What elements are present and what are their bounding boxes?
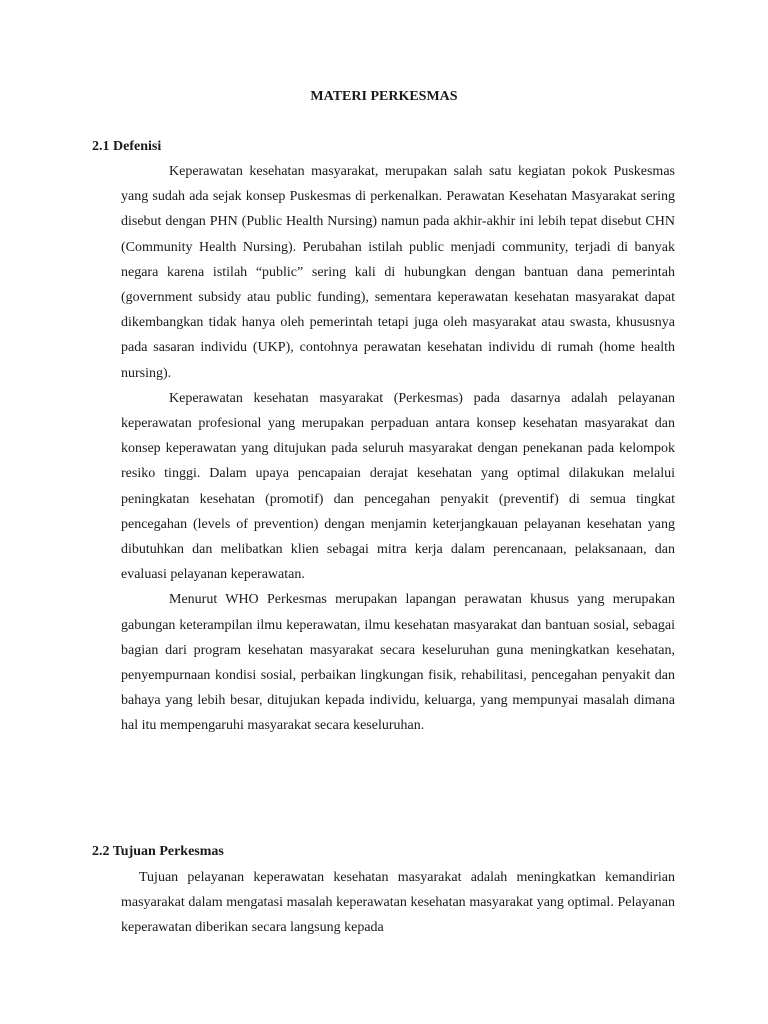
section-heading-defenisi: 2.1 Defenisi	[92, 139, 162, 154]
paragraph: Keperawatan kesehatan masyarakat (Perkesmas) pada dasarnya adalah pelayanan keperawatan profesional yang merupakan perpaduan antara konsep kesehatan masyarakat dan konsep keperawatan yang ditujukan pada seluruh masyarakat dengan penekanan pada kelompok resiko tinggi. Dalam upaya pencapaian derajat kesehatan yang optimal dilakukan melalui peningkatan kesehatan (promotif) dan pencegahan penyakit (preventif) di semua tingkat pencegahan (levels of prevention) dengan menjamin keterjangkauan pelayanan kesehatan yang dibutuhkan dan melibatkan klien sebagai mitra kerja dalam perencanaan, pelaksanaan, dan evaluasi pelayanan keperawatan.	[121, 390, 675, 583]
section-body-defenisi	[121, 159, 675, 739]
paragraph: Tujuan pelayanan keperawatan kesehatan masyarakat adalah meningkatkan kemandirian masyarakat dalam mengatasi masalah keperawatan kesehatan masyarakat yang optimal. Pelayanan keperawatan diberikan secara langsung kepada	[121, 870, 675, 936]
document-title: MATERI PERKESMAS	[310, 89, 458, 104]
paragraph: Keperawatan kesehatan masyarakat, merupakan salah satu kegiatan pokok Puskesmas yang sudah ada sejak konsep Puskesmas di perkenalkan. Perawatan Kesehatan Masyarakat sering disebut dengan PHN (Public Health Nursing) namun pada akhir-akhir ini lebih tepat disebut CHN (Community Health Nursing). Perubahan istilah public menjadi community, terjadi di banyak negara karena istilah “public” sering kali di hubungkan dengan bantuan dana pemerintah (government subsidy atau public funding), sementara keperawatan kesehatan masyarakat dapat dikembangkan tidak hanya oleh pemerintah tetapi juga oleh masyarakat atau swasta, khususnya pada sasaran individu (UKP), contohnya perawatan kesehatan individu di rumah (home health nursing).	[121, 164, 675, 381]
paragraph: Menurut WHO Perkesmas merupakan lapangan perawatan khusus yang merupakan gabungan keterampilan ilmu keperawatan, ilmu kesehatan masyarakat dan bantuan sosial, sebagai bagian dari program kesehatan masyarakat secara keseluruhan guna meningkatkan kesehatan, penyempurnaan kondisi sosial, perbaikan lingkungan fisik, rehabilitasi, pencegahan penyakit dan bahaya yang lebih besar, ditujukan kepada individu, keluarga, yang mempunyai masalah dimana hal itu mempengaruhi masyarakat secara keseluruhan.	[121, 592, 675, 734]
section-body-tujuan	[121, 865, 675, 941]
section-heading-tujuan: 2.2 Tujuan Perkesmas	[92, 844, 224, 859]
